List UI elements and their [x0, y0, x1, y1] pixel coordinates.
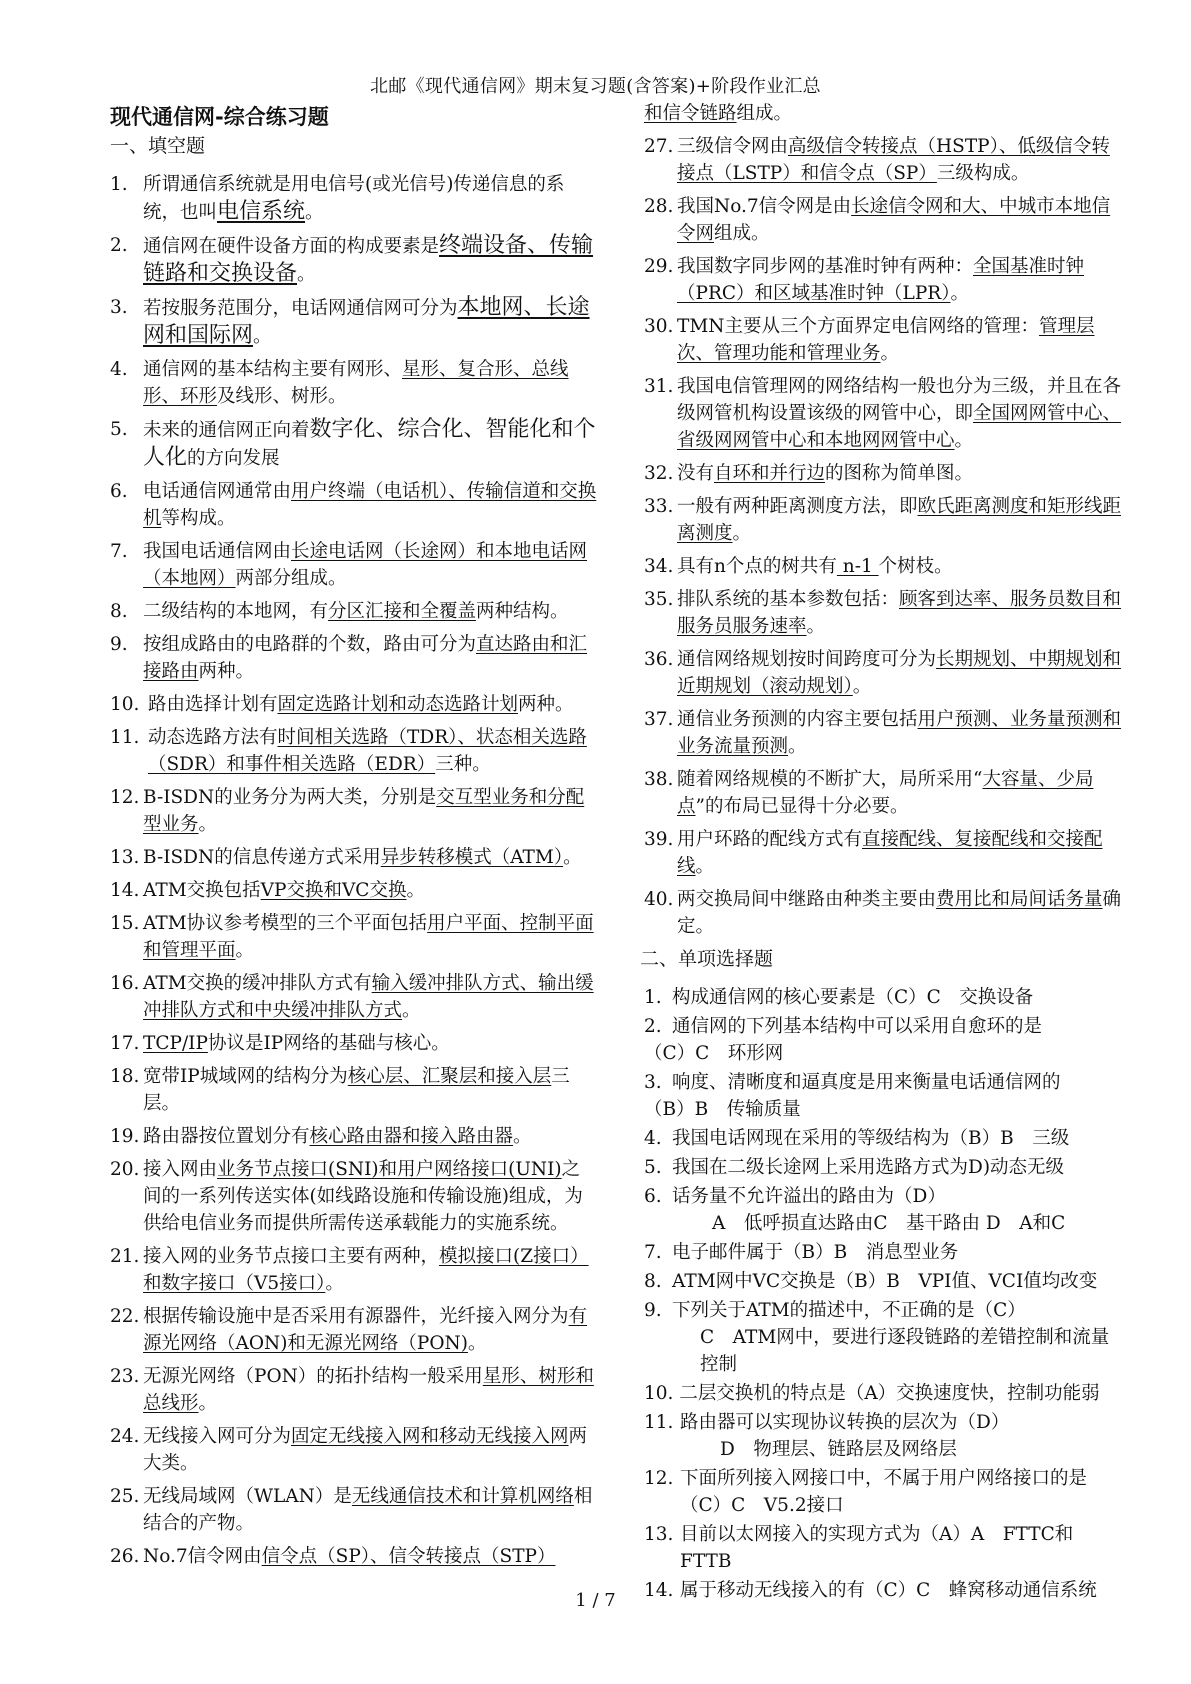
- choice-9: 9. 下列关于ATM的描述中，不正确的是（C） C ATM网中，要进行逐段链路的差错控制和流量控制: [644, 1300, 1110, 1375]
- question-17: 17. TCP/IP协议是IP网络的基础与核心。: [110, 1033, 450, 1054]
- choice-14: 14. 属于移动无线接入的有（C）C 蜂窝移动通信系统: [644, 1580, 1097, 1601]
- question-26-continued: 和信令链路组成。: [644, 103, 793, 124]
- question-25: 25. 无线局域网（WLAN）是无线通信技术和计算机网络相结合的产物。: [110, 1486, 593, 1534]
- question-23: 23. 无源光网络（PON）的拓扑结构一般采用星形、树形和总线形。: [110, 1366, 594, 1414]
- question-9: 9. 按组成路由的电路群的个数，路由可分为直达路由和汇接路由两种。: [110, 634, 588, 682]
- section-choice-title: 二、单项选择题: [640, 948, 774, 970]
- question-11: 11. 动态选路方法有时间相关选路（TDR）、状态相关选路（SDR）和事件相关选路（EDR）三种。: [110, 727, 587, 775]
- question-32: 32. 没有自环和并行边的图称为简单图。: [644, 463, 974, 484]
- question-4: 4. 通信网的基本结构主要有网形、星形、复合形、总线形、环形及线形、树形。: [110, 359, 569, 407]
- choice-2: 2. 通信网的下列基本结构中可以采用自愈环的是 （C）C 环形网: [644, 1016, 1043, 1064]
- question-6: 6. 电话通信网通常由用户终端（电话机）、传输信道和交换机等构成。: [110, 481, 597, 529]
- choice-13: 13. 目前以太网接入的实现方式为（A）A FTTC和FTTB: [644, 1524, 1074, 1572]
- question-2: 2. 通信网在硬件设备方面的构成要素是终端设备、传输链路和交换设备。: [110, 233, 594, 286]
- question-18: 18. 宽带IP城域网的结构分为核心层、汇聚层和接入层三层。: [110, 1066, 570, 1114]
- question-14: 14. ATM交换包括VP交换和VC交换。: [110, 880, 425, 901]
- choice-10: 10. 二层交换机的特点是（A）交换速度快，控制功能弱: [644, 1383, 1100, 1404]
- section-fill-blank-title: 一、填空题: [110, 135, 206, 157]
- question-1: 1. 所谓通信系统就是用电信号(或光信号)传递信息的系统，也叫电信系统。: [110, 174, 565, 224]
- choice-7: 7. 电子邮件属于（B）B 消息型业务: [644, 1242, 959, 1263]
- choice-12: 12. 下面所列接入网接口中，不属于用户网络接口的是（C）C V5.2接口: [644, 1468, 1088, 1516]
- question-34: 34. 具有n个点的树共有 n-1 个树枝。: [644, 556, 953, 577]
- choice-3: 3. 响度、清晰度和逼真度是用来衡量电话通信网的 （B）B 传输质量: [644, 1072, 1061, 1120]
- question-36: 36. 通信网络规划按时间跨度可分为长期规划、中期规划和近期规划（滚动规划）。: [644, 649, 1122, 697]
- question-30: 30. TMN主要从三个方面界定电信网络的管理：管理层次、管理功能和管理业务。: [644, 316, 1095, 364]
- question-35: 35. 排队系统的基本参数包括：顾客到达率、服务员数目和服务员服务速率。: [644, 589, 1122, 637]
- choice-4: 4. 我国电话网现在采用的等级结构为（B）B 三级: [644, 1128, 1070, 1149]
- right-column: [640, 100, 1124, 1606]
- question-10: 10. 路由选择计划有固定选路计划和动态选路计划两种。: [110, 694, 574, 715]
- question-40: 40. 两交换局间中继路由种类主要由费用比和局间话务量确定。: [644, 889, 1122, 937]
- question-24: 24. 无线接入网可分为固定无线接入网和移动无线接入网两大类。: [110, 1426, 588, 1474]
- question-13: 13. B-ISDN的信息传递方式采用异步转移模式（ATM）。: [110, 847, 582, 868]
- choice-8: 8. ATM网中VC交换是（B）B VPI值、VCI值均改变: [644, 1271, 1098, 1292]
- question-22: 22. 根据传输设施中是否采用有源器件，光纤接入网分为有源光网络（AON)和无源光网络（PON)。: [110, 1306, 588, 1354]
- document-header: 北邮《现代通信网》期末复习题(含答案)+阶段作业汇总: [370, 76, 821, 97]
- left-column: [110, 104, 598, 1576]
- choice-1: 1. 构成通信网的核心要素是（C）C 交换设备: [644, 987, 1034, 1008]
- question-39: 39. 用户环路的配线方式有直接配线、复接配线和交接配线。: [644, 829, 1103, 877]
- question-12: 12. B-ISDN的业务分为两大类，分别是交互型业务和分配型业务。: [110, 787, 585, 835]
- question-7: 7. 我国电话通信网由长途电话网（长途网）和本地电话网（本地网）两部分组成。: [110, 541, 588, 589]
- question-27: 27. 三级信令网由高级信令转接点（HSTP）、低级信令转接点（LSTP）和信令点（SP）三级构成。: [644, 136, 1110, 184]
- question-5: 5. 未来的通信网正向着数字化、综合化、智能化和个人化的方向发展: [110, 417, 596, 470]
- question-21: 21. 接入网的业务节点接口主要有两种，模拟接口(Z接口）和数字接口（V5接口）。: [110, 1246, 589, 1294]
- question-37: 37. 通信业务预测的内容主要包括用户预测、业务量预测和业务流量预测。: [644, 709, 1122, 757]
- question-38: 38. 随着网络规模的不断扩大，局所采用“大容量、少局点”的布局已显得十分必要。: [644, 769, 1094, 817]
- page-title: 现代通信网-综合练习题: [110, 105, 329, 129]
- question-29: 29. 我国数字同步网的基准时钟有两种：全国基准时钟（PRC）和区域基准时钟（LPR）。: [644, 256, 1085, 304]
- question-19: 19. 路由器按位置划分有核心路由器和接入路由器。: [110, 1126, 532, 1147]
- choice-6: 6. 话务量不允许溢出的路由为（D） A 低呼损直达路由C 基干路由 D A和C: [644, 1186, 1066, 1234]
- question-28: 28. 我国No.7信令网是由长途信令网和大、中城市本地信令网组成。: [644, 196, 1111, 244]
- choice-5: 5. 我国在二级长途网上采用选路方式为D)动态无级: [644, 1157, 1065, 1178]
- question-33: 33. 一般有两种距离测度方法，即欧氏距离测度和矩形线距离测度。: [644, 496, 1122, 544]
- choice-11: 11. 路由器可以实现协议转换的层次为（D） D 物理层、链路层及网络层: [644, 1412, 1010, 1460]
- question-16: 16. ATM交换的缓冲排队方式有输入缓冲排队方式、输出缓冲排队方式和中央缓冲排队方式。: [110, 973, 594, 1021]
- question-31: 31. 我国电信管理网的网络结构一般也分为三级，并且在各级网管机构设置该级的网管中心，即全国网网管中心、省级网网管中心和本地网网管中心。: [644, 376, 1122, 451]
- question-15: 15. ATM协议参考模型的三个平面包括用户平面、控制平面和管理平面。: [110, 913, 594, 961]
- question-8: 8. 二级结构的本地网，有分区汇接和全覆盖两种结构。: [110, 601, 569, 622]
- page-number: 1 / 7: [575, 1590, 616, 1611]
- question-3: 3. 若按服务范围分，电话网通信网可分为本地网、长途网和国际网。: [110, 295, 590, 348]
- question-20: 20. 接入网由业务节点接口(SNI)和用户网络接口(UNI)之间的一系列传送实体(如线路设施和传输设施)组成，为供给电信业务而提供所需传送承载能力的实施系统。: [110, 1159, 583, 1234]
- question-26: 26. No.7信令网由信令点（SP）、信令转接点（STP）: [110, 1546, 556, 1567]
